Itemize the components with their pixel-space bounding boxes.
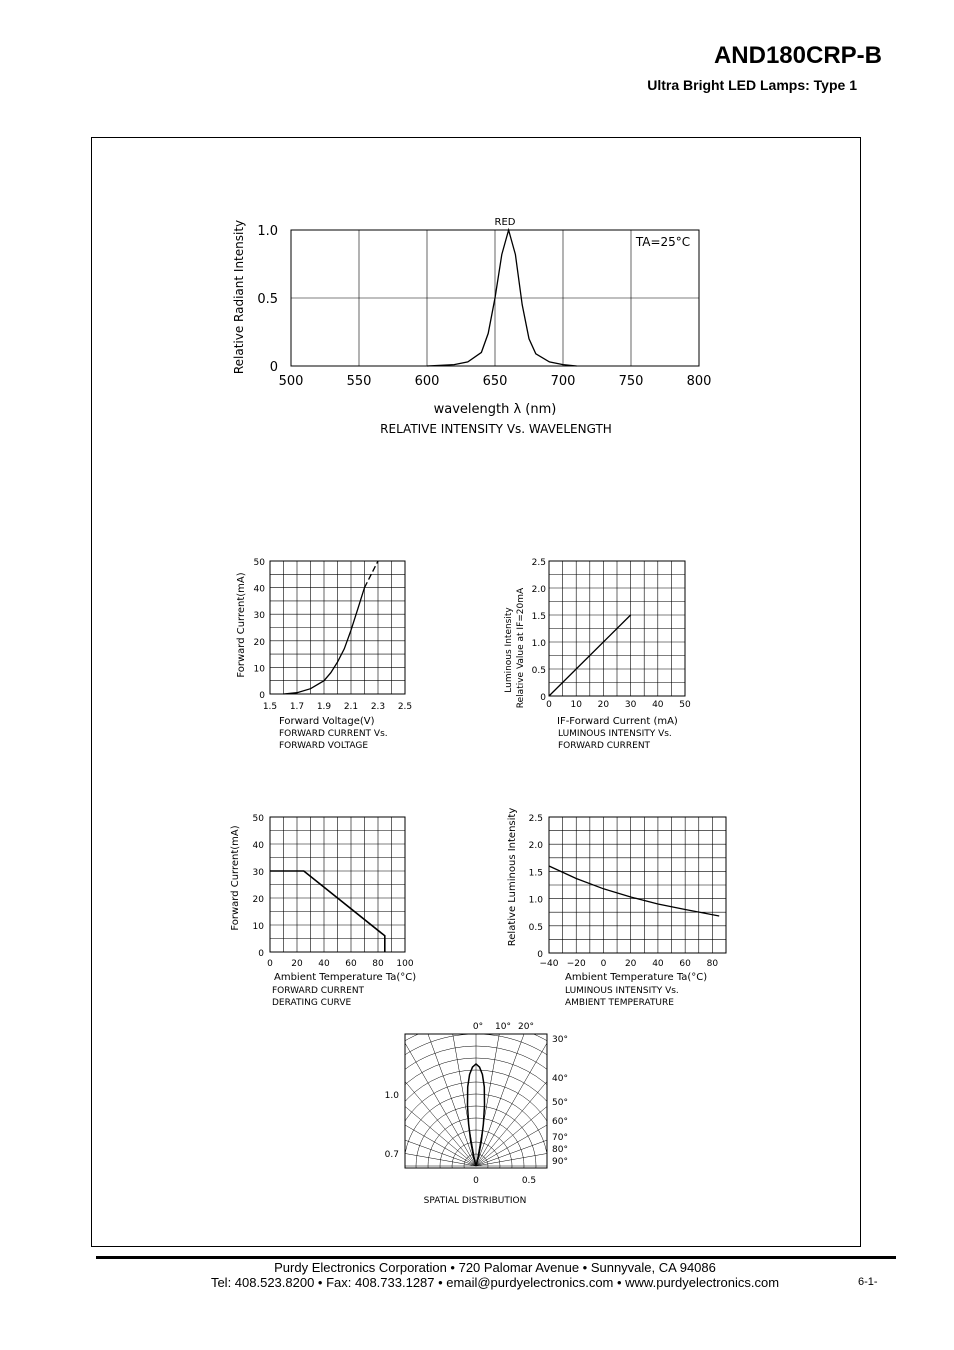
if-vf-chart-y-axis-label: Forward Current(mA) bbox=[236, 572, 247, 678]
iv-temp-chart-y-tick-label: 2.5 bbox=[528, 814, 543, 824]
derating-chart-y-tick-label: 30 bbox=[252, 868, 264, 878]
derating-chart-title: FORWARD CURRENT bbox=[272, 986, 365, 996]
derating-chart-y-tick-label: 0 bbox=[258, 949, 264, 959]
wavelength-chart-x-tick-label: 650 bbox=[482, 374, 508, 389]
derating-chart-x-tick-label: 100 bbox=[396, 959, 414, 969]
iv-temp-chart-y-axis-label: Relative Luminous Intensity bbox=[507, 807, 518, 947]
iv-temp-chart-x-tick-label: −20 bbox=[566, 959, 586, 969]
iv-temp-chart-x-tick-label: 60 bbox=[679, 959, 691, 969]
polar-chart-angle-label: 30° bbox=[552, 1035, 568, 1045]
polar-chart-angle-label: 50° bbox=[552, 1098, 568, 1108]
iv-if-chart-x-tick-label: 10 bbox=[570, 700, 582, 710]
iv-if-chart-title: FORWARD CURRENT bbox=[558, 741, 651, 751]
iv-if-chart-x-axis-label: IF-Forward Current (mA) bbox=[557, 716, 678, 727]
if-vf-chart-title: FORWARD VOLTAGE bbox=[279, 741, 369, 751]
if-vf-chart-x-tick-label: 1.7 bbox=[289, 702, 305, 712]
iv-temp-chart-y-tick-label: 0 bbox=[537, 950, 543, 960]
iv-temp-chart-x-tick-label: −40 bbox=[539, 959, 559, 969]
polar-chart-angle-label: 80° bbox=[552, 1145, 568, 1155]
if-vf-chart-x-tick-label: 2.5 bbox=[397, 702, 413, 712]
polar-chart-angle-label: 90° bbox=[552, 1157, 568, 1167]
polar-grid-ray bbox=[408, 978, 476, 1166]
derating-chart-x-tick-label: 20 bbox=[291, 959, 303, 969]
wavelength-chart-x-tick-label: 500 bbox=[278, 374, 304, 389]
derating-chart-x-tick-label: 60 bbox=[345, 959, 357, 969]
if-vf-chart-y-tick-label: 40 bbox=[253, 584, 265, 595]
iv-temp-chart-x-axis-label: Ambient Temperature Ta(°C) bbox=[565, 972, 708, 983]
part-number-title: AND180CRP-B bbox=[713, 42, 882, 69]
wavelength-chart-y-axis-label: Relative Radiant Intensity bbox=[232, 219, 246, 375]
iv-if-chart-y-tick-label: 0.5 bbox=[531, 666, 546, 676]
iv-temp-chart-x-tick-label: 40 bbox=[652, 959, 664, 969]
polar-chart-x-label: 0 bbox=[473, 1176, 479, 1186]
if-vf-chart-y-tick-label: 30 bbox=[253, 611, 265, 622]
wavelength-chart-x-tick-label: 800 bbox=[686, 374, 712, 389]
iv-temp-chart-title: LUMINOUS INTENSITY Vs. bbox=[565, 986, 679, 996]
if-vf-chart-y-tick-label: 50 bbox=[253, 558, 265, 568]
derating-chart-y-tick-label: 10 bbox=[252, 922, 264, 932]
iv-if-chart-y-tick-label: 2.5 bbox=[531, 558, 546, 568]
iv-temp-chart-x-tick-label: 0 bbox=[600, 959, 607, 969]
iv-temp-chart-y-tick-label: 2.0 bbox=[528, 841, 543, 852]
wavelength-chart-y-tick-label: 0.5 bbox=[257, 292, 278, 307]
polar-grid-ray bbox=[288, 1098, 476, 1166]
iv-temp-chart-series-line bbox=[549, 866, 719, 916]
derating-chart-y-axis-label: Forward Current(mA) bbox=[230, 825, 241, 931]
polar-chart-angle-label: 40° bbox=[552, 1074, 568, 1084]
if-vf-chart-title: FORWARD CURRENT Vs. bbox=[279, 729, 388, 739]
iv-if-chart-y-tick-label: 0 bbox=[540, 693, 546, 703]
polar-chart-angle-label: 70° bbox=[552, 1133, 568, 1143]
wavelength-chart-temperature-note: TA=25°C bbox=[635, 235, 691, 249]
iv-if-chart-y-axis-label-line2: Relative Value at IF=20mA bbox=[516, 587, 526, 709]
wavelength-chart-y-tick-label: 0 bbox=[269, 360, 278, 375]
if-vf-chart-x-tick-label: 1.5 bbox=[262, 702, 278, 712]
wavelength-chart-x-axis-label: wavelength λ (nm) bbox=[433, 402, 557, 417]
derating-chart-title: DERATING CURVE bbox=[272, 998, 352, 1008]
derating-chart-y-tick-label: 20 bbox=[252, 895, 264, 905]
footer-address: Purdy Electronics Corporation • 720 Palomar Avenue • Sunnyvale, CA 94086 bbox=[274, 1260, 716, 1275]
iv-temp-chart-x-tick-label: 20 bbox=[624, 959, 637, 969]
iv-if-chart-x-tick-label: 50 bbox=[679, 700, 691, 710]
wavelength-chart-peak-label: RED bbox=[494, 217, 516, 228]
polar-chart-radial-label: 1.0 bbox=[384, 1091, 399, 1101]
polar-grid-ray bbox=[323, 1037, 476, 1166]
iv-if-chart-y-tick-label: 1.5 bbox=[531, 612, 546, 622]
wavelength-chart-x-tick-label: 750 bbox=[618, 374, 644, 389]
derating-chart-y-tick-label: 40 bbox=[252, 841, 264, 851]
if-vf-chart-x-tick-label: 1.9 bbox=[316, 702, 332, 712]
polar-grid-ray bbox=[476, 1131, 673, 1166]
iv-if-chart-y-axis-label: Luminous Intensity bbox=[504, 607, 514, 693]
iv-if-chart-x-tick-label: 0 bbox=[546, 700, 552, 710]
iv-temp-chart-y-tick-label: 1.5 bbox=[528, 868, 543, 879]
derating-chart-x-tick-label: 0 bbox=[267, 959, 273, 969]
iv-temp-chart-title: AMBIENT TEMPERATURE bbox=[565, 998, 674, 1008]
footer-rule bbox=[96, 1256, 896, 1259]
derating-chart-y-tick-label: 50 bbox=[252, 814, 264, 824]
if-vf-chart-x-tick-label: 2.1 bbox=[343, 702, 359, 712]
product-subtitle: Ultra Bright LED Lamps: Type 1 bbox=[647, 77, 857, 93]
wavelength-chart-y-tick-label: 1.0 bbox=[257, 224, 278, 239]
polar-grid-ray bbox=[476, 978, 544, 1166]
polar-chart-angle-label: 20° bbox=[518, 1022, 534, 1032]
iv-if-chart-x-tick-label: 30 bbox=[624, 700, 637, 710]
polar-chart-x-label: 0.5 bbox=[521, 1176, 537, 1186]
footer-contact: Tel: 408.523.8200 • Fax: 408.733.1287 • email@purdyelectronics.com • www.purdyelectronics.com bbox=[210, 1275, 780, 1290]
wavelength-chart-x-tick-label: 700 bbox=[550, 374, 576, 389]
derating-chart-x-axis-label: Ambient Temperature Ta(°C) bbox=[274, 972, 417, 983]
iv-temp-chart-y-tick-label: 0.5 bbox=[528, 922, 543, 933]
page-number: 6-1- bbox=[858, 1276, 878, 1288]
iv-temp-chart-x-tick-label: 80 bbox=[706, 959, 719, 969]
polar-chart-angle-label: 10° bbox=[495, 1022, 511, 1032]
derating-chart-x-tick-label: 40 bbox=[318, 959, 330, 969]
iv-if-chart-y-tick-label: 1.0 bbox=[531, 639, 546, 649]
polar-grid-ray bbox=[279, 1131, 476, 1166]
polar-chart-angle-label: 60° bbox=[552, 1117, 568, 1127]
wavelength-chart-x-tick-label: 550 bbox=[346, 374, 372, 389]
polar-chart-title: SPATIAL DISTRIBUTION bbox=[423, 1196, 527, 1206]
if-vf-chart-x-tick-label: 2.3 bbox=[370, 702, 386, 712]
polar-grid-ray bbox=[476, 1098, 664, 1166]
iv-if-chart-y-tick-label: 2.0 bbox=[531, 585, 546, 595]
polar-chart-angle-label: 0° bbox=[472, 1022, 484, 1032]
polar-grid-ray bbox=[347, 1013, 476, 1166]
wavelength-chart-x-tick-label: 600 bbox=[414, 374, 440, 389]
iv-if-chart-x-tick-label: 20 bbox=[597, 700, 610, 710]
derating-chart-x-tick-label: 80 bbox=[372, 959, 384, 969]
if-vf-chart-y-tick-label: 10 bbox=[253, 664, 265, 675]
if-vf-chart-x-axis-label: Forward Voltage(V) bbox=[279, 716, 375, 727]
iv-temp-chart-y-tick-label: 1.0 bbox=[528, 895, 543, 906]
wavelength-chart-title: RELATIVE INTENSITY Vs. WAVELENGTH bbox=[380, 422, 612, 436]
iv-if-chart-title: LUMINOUS INTENSITY Vs. bbox=[558, 729, 672, 739]
polar-grid-ray bbox=[376, 993, 476, 1166]
if-vf-chart-y-tick-label: 20 bbox=[253, 637, 265, 648]
polar-grid-ray bbox=[476, 1013, 605, 1166]
iv-if-chart-x-tick-label: 40 bbox=[652, 700, 664, 710]
if-vf-chart-y-tick-label: 0 bbox=[259, 691, 265, 701]
polar-chart-radial-label: 0.7 bbox=[384, 1150, 399, 1160]
